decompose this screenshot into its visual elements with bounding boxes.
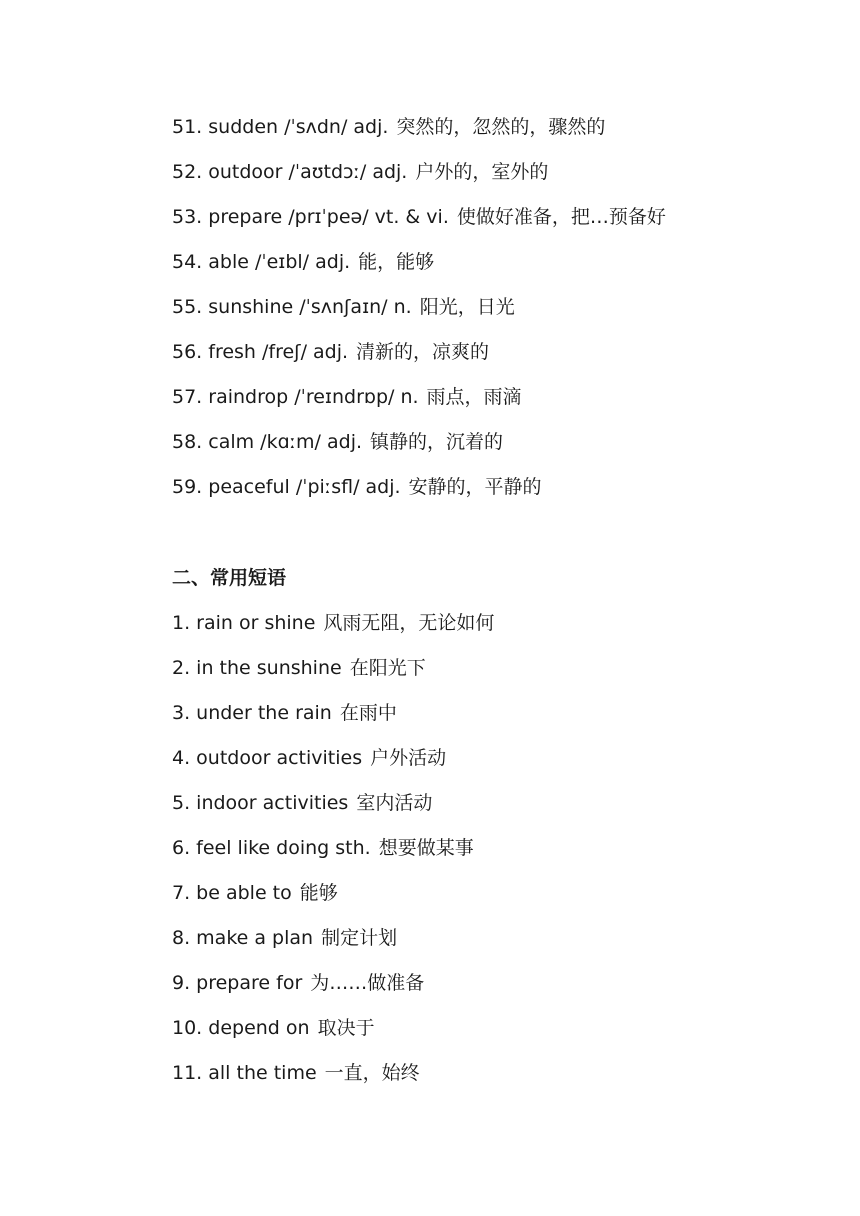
vocab-meaning: 阳光，日光	[419, 296, 515, 318]
phrase-entry: 4. outdoor activities	[172, 747, 363, 769]
phrase-item	[172, 928, 494, 973]
vocab-entry: 51. sudden /ˈsʌdn/ adj.	[172, 116, 389, 138]
phrase-item	[172, 658, 494, 703]
vocab-entry: 58. calm /kɑːm/ adj.	[172, 431, 363, 453]
phrase-meaning: 户外活动	[370, 747, 447, 769]
vocab-item	[172, 342, 666, 387]
section-heading-phrases: 二、常用短语	[172, 567, 287, 589]
vocab-entry: 53. prepare /prɪˈpeə/ vt. & vi.	[172, 206, 449, 228]
vocab-meaning: 使做好准备，把…预备好	[456, 206, 666, 228]
phrase-entry: 3. under the rain	[172, 702, 332, 724]
phrase-item	[172, 973, 494, 1018]
vocab-item	[172, 477, 666, 522]
phrase-item	[172, 748, 494, 793]
vocab-entry: 57. raindrop /ˈreɪndrɒp/ n.	[172, 386, 419, 408]
phrase-meaning: 在雨中	[339, 702, 397, 724]
phrase-entry: 2. in the sunshine	[172, 657, 342, 679]
phrase-entry: 7. be able to	[172, 882, 292, 904]
vocab-entry: 52. outdoor /ˈaʊtdɔː/ adj.	[172, 161, 408, 183]
vocabulary-list	[172, 117, 666, 522]
vocab-entry: 54. able /ˈeɪbl/ adj.	[172, 251, 351, 273]
phrase-meaning: 在阳光下	[349, 657, 426, 679]
phrase-item	[172, 793, 494, 838]
document-page	[172, 0, 812, 1216]
phrase-item	[172, 703, 494, 748]
phrase-meaning: 为……做准备	[310, 972, 425, 994]
phrase-item	[172, 613, 494, 658]
phrase-entry: 8. make a plan	[172, 927, 314, 949]
phrase-meaning: 风雨无阻，无论如何	[323, 612, 495, 634]
vocab-item	[172, 387, 666, 432]
vocab-item	[172, 162, 666, 207]
vocab-item	[172, 207, 666, 252]
phrase-item	[172, 883, 494, 928]
phrase-entry: 6. feel like doing sth.	[172, 837, 371, 859]
vocab-meaning: 能，能够	[358, 251, 435, 273]
vocab-meaning: 户外的，室外的	[415, 161, 549, 183]
phrase-meaning: 取决于	[317, 1017, 375, 1039]
phrase-entry: 9. prepare for	[172, 972, 303, 994]
vocab-meaning: 突然的，忽然的，骤然的	[396, 116, 606, 138]
vocab-entry: 56. fresh /freʃ/ adj.	[172, 341, 349, 363]
phrase-entry: 10. depend on	[172, 1017, 310, 1039]
phrase-meaning: 一直，始终	[324, 1062, 420, 1084]
vocab-meaning: 雨点，雨滴	[426, 386, 522, 408]
phrase-list	[172, 613, 494, 1108]
phrase-item	[172, 838, 494, 883]
vocab-item	[172, 252, 666, 297]
vocab-entry: 59. peaceful /ˈpiːsfl/ adj.	[172, 476, 401, 498]
phrase-meaning: 想要做某事	[378, 837, 474, 859]
phrase-entry: 11. all the time	[172, 1062, 317, 1084]
phrase-meaning: 能够	[299, 882, 338, 904]
phrase-entry: 1. rain or shine	[172, 612, 316, 634]
vocab-entry: 55. sunshine /ˈsʌnʃaɪn/ n.	[172, 296, 412, 318]
vocab-item	[172, 117, 666, 162]
vocab-meaning: 清新的，凉爽的	[356, 341, 490, 363]
vocab-item	[172, 297, 666, 342]
phrase-item	[172, 1063, 494, 1108]
vocab-meaning: 安静的，平静的	[408, 476, 542, 498]
phrase-meaning: 室内活动	[356, 792, 433, 814]
phrase-entry: 5. indoor activities	[172, 792, 349, 814]
phrase-item	[172, 1018, 494, 1063]
vocab-item	[172, 432, 666, 477]
phrase-meaning: 制定计划	[321, 927, 398, 949]
vocab-meaning: 镇静的，沉着的	[370, 431, 504, 453]
